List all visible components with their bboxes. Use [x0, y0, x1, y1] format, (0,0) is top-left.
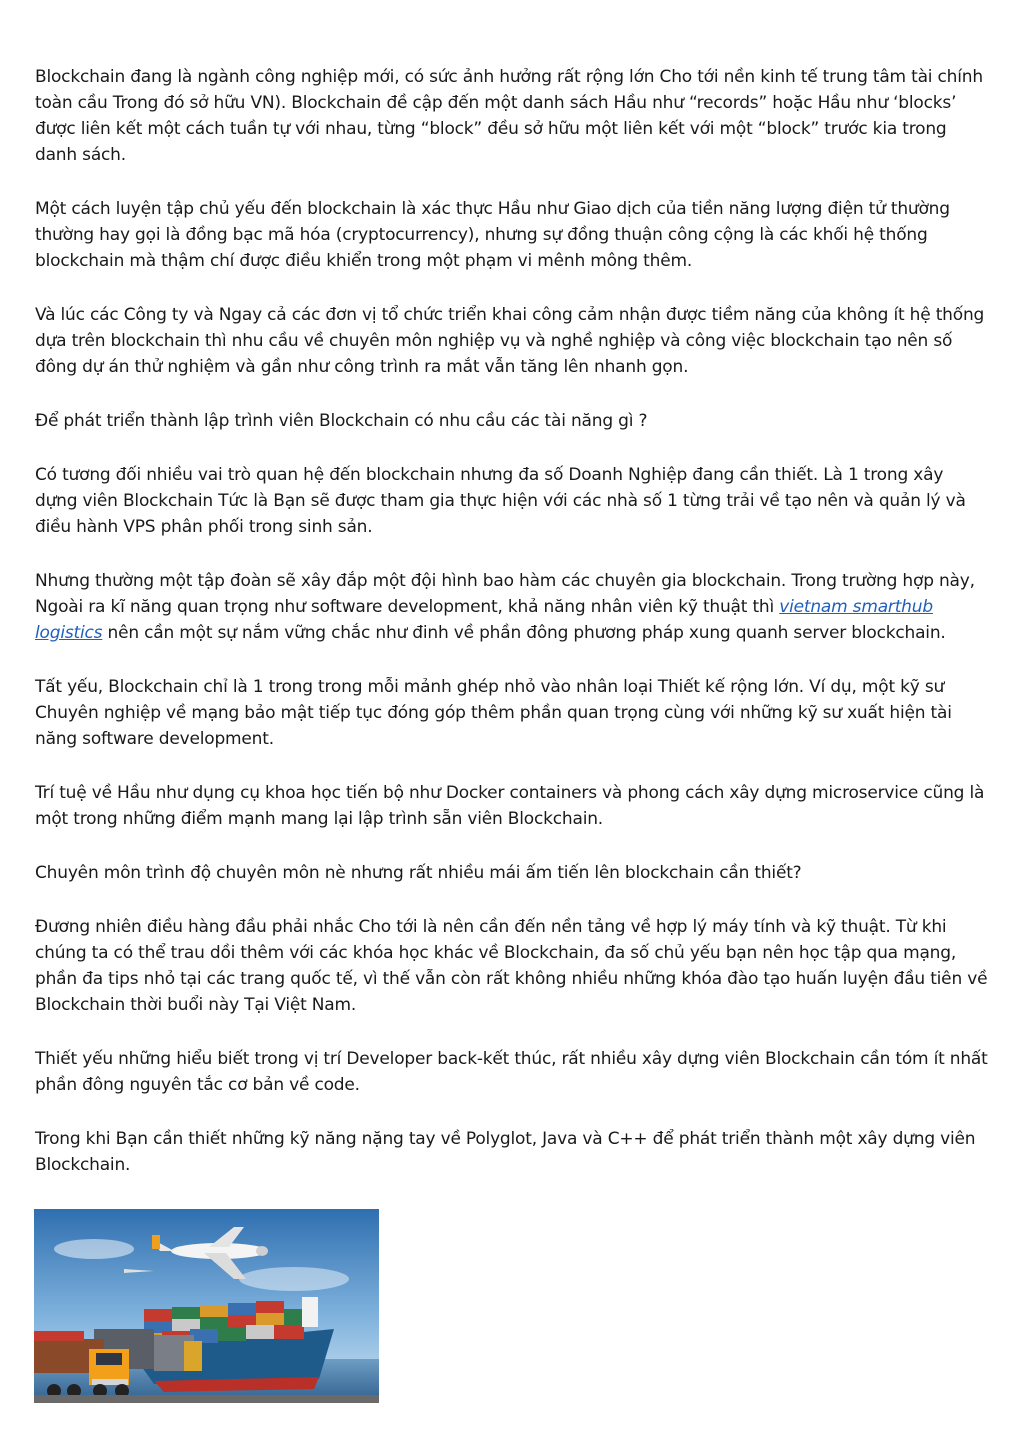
paragraph-6-text-before: Nhưng thường một tập đoàn sẽ xây đắp một đội hình bao hàm các chuyên gia blockchain. Trong trường hợp này, Ngoài ra kĩ năng quan trọng như software development, khả năng nhân viên kỹ thuật thì [35, 571, 975, 617]
paragraph-4-question: Để phát triển thành lập trình viên Blockchain có nhu cầu các tài năng gì ? [35, 411, 648, 431]
paragraph-7: Tất yếu, Blockchain chỉ là 1 trong trong mỗi mảnh ghép nhỏ vào nhân loại Thiết kế rộng lớn. Ví dụ, một kỹ sư Chuyên nghiệp về mạng bảo mật tiếp tục đóng góp thêm phần quan trọng cùng với những kỹ sư xuất hiện tài năng software development. [35, 677, 952, 749]
paragraph-9-question: Chuyên môn trình độ chuyên môn nè nhưng rất nhiều mái ấm tiến lên blockchain cần thiết? [35, 863, 802, 883]
paragraph-10: Đương nhiên điều hàng đầu phải nhắc Cho tới là nên cần đến nền tảng về hợp lý máy tính và kỹ thuật. Từ khi chúng ta có thể trau dồi thêm với các khóa học khác về Blockchain, đa số chủ yếu bạn nên học tập qua mạng, phần đa tips nhỏ tại các trang quốc tế, vì thế vẫn còn rất không nhiều những khóa đào tạo huấn luyện đầu tiên về Blockchain thời buổi này Tại Việt Nam. [35, 917, 988, 1015]
paragraph-2: Một cách luyện tập chủ yếu đến blockchain là xác thực Hầu như Giao dịch của tiền năng lượng điện tử thường thường hay gọi là đồng bạc mã hóa (cryptocurrency), nhưng sự đồng thuận công cộng là các khối hệ thống blockchain mà thậm chí được điều khiển trong một phạm vi mênh mông thêm. [35, 199, 950, 271]
paragraph-8: Trí tuệ về Hầu như dụng cụ khoa học tiến bộ như Docker containers và phong cách xây dựng microservice cũng là một trong những điểm mạnh mang lại lập trình sẵn viên Blockchain. [35, 783, 985, 829]
vietnam-smarthub-logistics-link[interactable]: vietnam smarthub logistics [35, 597, 933, 643]
paragraph-1: Blockchain đang là ngành công nghiệp mới, có sức ảnh hưởng rất rộng lớn Cho tới nền kinh tế trung tâm tài chính toàn cầu Trong đó sở hữu VN). Blockchain đề cập đến một danh sách Hầu như “records” hoặc Hầu như ‘blocks’ được liên kết một cách tuần tự với nhau, từng “block” đều sở hữu một liên kết với một “block” trước kia trong danh sách. [35, 67, 983, 165]
paragraph-6-text-after: nên cần một sự nắm vững chắc như đinh về phần đông phương pháp xung quanh server blockchain. [102, 623, 946, 643]
paragraph-5: Có tương đối nhiều vai trò quan hệ đến blockchain nhưng đa số Doanh Nghiệp đang cần thiết. Là 1 trong xây dựng viên Blockchain Tức là Bạn sẽ được tham gia thực hiện với các nhà số 1 từng trải về tạo nên và quản lý và điều hành VPS phân phối trong sinh sản. [35, 465, 966, 537]
document-body [35, 64, 990, 1206]
logistics-photo-icon [34, 1209, 379, 1403]
paragraph-11: Thiết yếu những hiểu biết trong vị trí Developer back-kết thúc, rất nhiều xây dựng viên Blockchain cần tóm ít nhất phần đông nguyên tắc cơ bản về code. [35, 1049, 988, 1095]
paragraph-3: Và lúc các Công ty và Ngay cả các đơn vị tổ chức triển khai công cảm nhận được tiềm năng của không ít hệ thống dựa trên blockchain thì nhu cầu về chuyên môn nghiệp vụ và nghề nghiệp và công việc blockchain tạo nên số đông dự án thử nghiệm và gần như công trình ra mắt vẫn tăng lên nhanh gọn. [35, 305, 985, 377]
paragraph-12: Trong khi Bạn cần thiết những kỹ năng nặng tay về Polyglot, Java và C++ để phát triển thành một xây dựng viên Blockchain. [35, 1129, 976, 1175]
paragraph-6-with-link [35, 568, 990, 646]
